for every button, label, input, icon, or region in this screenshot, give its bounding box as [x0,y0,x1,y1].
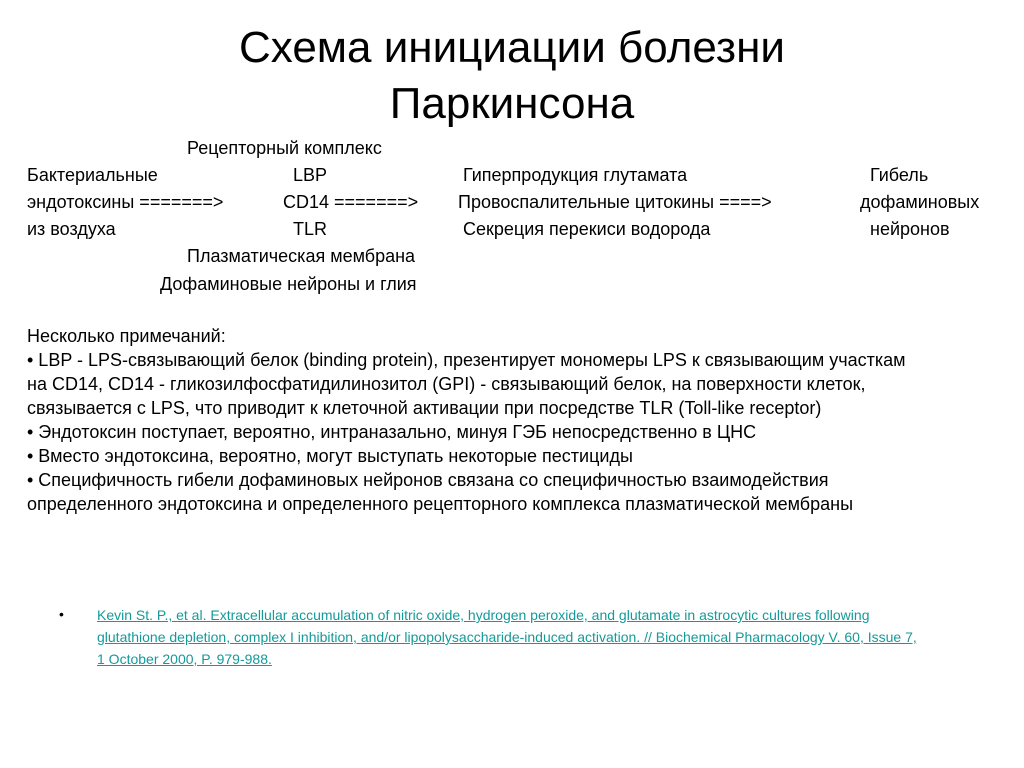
note-line: • Эндотоксин поступает, вероятно, интраназально, минуя ГЭБ непосредственно в ЦНС [27,422,757,442]
title-line-2: Паркинсона [389,79,635,128]
reference-link[interactable]: Kevin St. P., et al. Extracellular accumulation of nitric oxide, hydrogen peroxide, and glutamate in astrocytic cultures following glutathione depletion, complex I inhibition, and/or lipopolysaccharide-induced activation. // Biochemical Pharmacology V. 60, Issue 7, 1 October 2000, P. 979-988. [97,607,917,667]
notes-heading: Несколько примечаний: [27,326,226,346]
slide-title [0,20,1024,132]
scheme-col4-line2: дофаминовых [860,192,980,212]
scheme-col1-line2: эндотоксины =======> [27,192,224,212]
note-line: • Специфичность гибели дофаминовых нейронов связана со специфичностью взаимодействия [27,470,829,490]
scheme-col1-line3: из воздуха [27,219,116,239]
title-line-1: Схема инициации болезни [239,23,785,72]
dopamine-neurons-glia-label: Дофаминовые нейроны и глия [160,274,417,294]
scheme-col3-line2: Провоспалительные цитокины ====> [458,192,772,212]
scheme-col3-line1: Гиперпродукция глутамата [463,165,688,185]
note-line: • Вместо эндотоксина, вероятно, могут выступать некоторые пестициды [27,446,633,466]
note-line: определенного эндотоксина и определенного рецепторного комплекса плазматической мембраны [27,494,854,514]
note-line: на CD14, CD14 - гликозилфосфатидилинозитол (GPI) - связывающий белок, на поверхности клеток, [27,374,866,394]
reference-bullet: • [59,606,64,622]
receptor-complex-label: Рецепторный комплекс [187,138,382,158]
scheme-col4-line3: нейронов [870,219,950,239]
reference-block [97,604,927,670]
scheme-col2-line2: CD14 =======> [283,192,419,212]
scheme-col1-line1: Бактериальные [27,165,158,185]
scheme-col3-line3: Секреция перекиси водорода [463,219,711,239]
note-line: • LBP - LPS-связывающий белок (binding protein), презентирует мономеры LPS к связывающим участкам [27,350,906,370]
scheme-col4-line1: Гибель [870,165,929,185]
plasma-membrane-label: Плазматическая мембрана [187,246,416,266]
note-line: связывается с LPS, что приводит к клеточной активации при посредстве TLR (Toll-like receptor) [27,398,822,418]
scheme-col2-line1: LBP [293,165,328,185]
scheme-col2-line3: TLR [293,219,328,239]
